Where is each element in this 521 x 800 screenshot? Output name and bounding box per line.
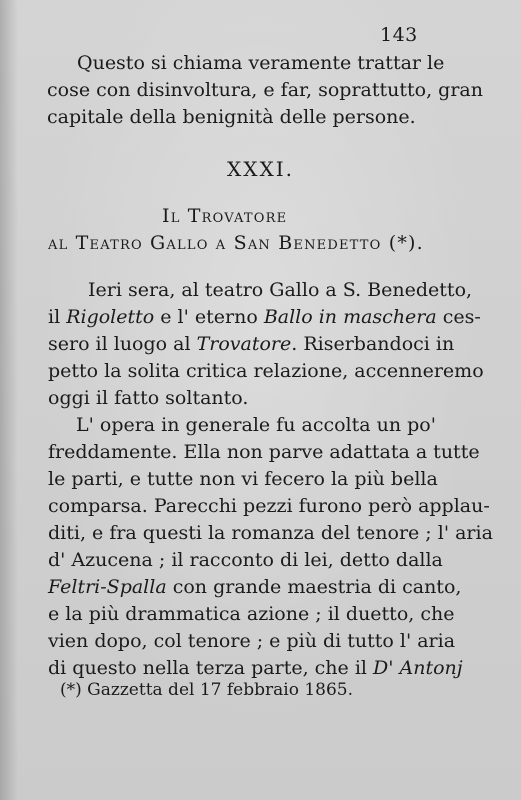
text-line: Feltri-Spalla con grande maestria di canto, [48, 576, 462, 598]
text-line: e la più drammatica azione ; il duetto, che [48, 603, 455, 625]
text-line: freddamente. Ella non parve adattata a tutte [48, 441, 480, 463]
page-gutter-shadow [0, 0, 18, 800]
text-line: Questo si chiama veramente trattar le [77, 52, 445, 74]
italic-name: D' Antonj [373, 657, 463, 679]
text-line: oggi il fatto soltanto. [48, 387, 249, 409]
text-line: comparsa. Parecchi pezzi furono però applau- [48, 495, 490, 517]
text-line: le parti, e tutte non vi fecero la più bella [48, 468, 438, 490]
italic-title: Trovatore [196, 333, 292, 355]
section-number: XXXI. [227, 157, 294, 181]
text-line: sero il luogo al Trovatore. Riserbandoci in [48, 333, 455, 355]
text-line: diti, e fra questi la romanza del tenore ; l' aria [48, 522, 493, 544]
text-line: petto la solita critica relazione, accenneremo [48, 360, 484, 382]
text-line: di questo nella terza parte, che il D' Antonj [48, 657, 463, 679]
italic-name: Feltri-Spalla [48, 576, 167, 598]
text-line: cose con disinvoltura, e far, soprattutto, gran [47, 79, 483, 101]
italic-title: Ballo in maschera [263, 306, 437, 328]
footnote: (*) Gazzetta del 17 febbraio 1865. [60, 680, 354, 700]
italic-title: Rigoletto [66, 306, 155, 328]
text-line: L' opera in generale fu accolta un po' [76, 414, 436, 436]
section-title-line-1: Il Trovatore [162, 205, 288, 227]
text-line: Ieri sera, al teatro Gallo a S. Benedetto, [88, 279, 473, 301]
text-line: vien dopo, col tenore ; e più di tutto l' aria [48, 630, 456, 652]
text-line: capitale della benignità delle persone. [47, 106, 416, 128]
text-line: il Rigoletto e l' eterno Ballo in maschera ces- [48, 306, 481, 328]
text-line: d' Azucena ; il racconto di lei, detto dalla [48, 549, 443, 571]
section-title-line-2: al Teatro Gallo a San Benedetto (*). [48, 232, 424, 254]
page-number: 143 [380, 24, 418, 46]
